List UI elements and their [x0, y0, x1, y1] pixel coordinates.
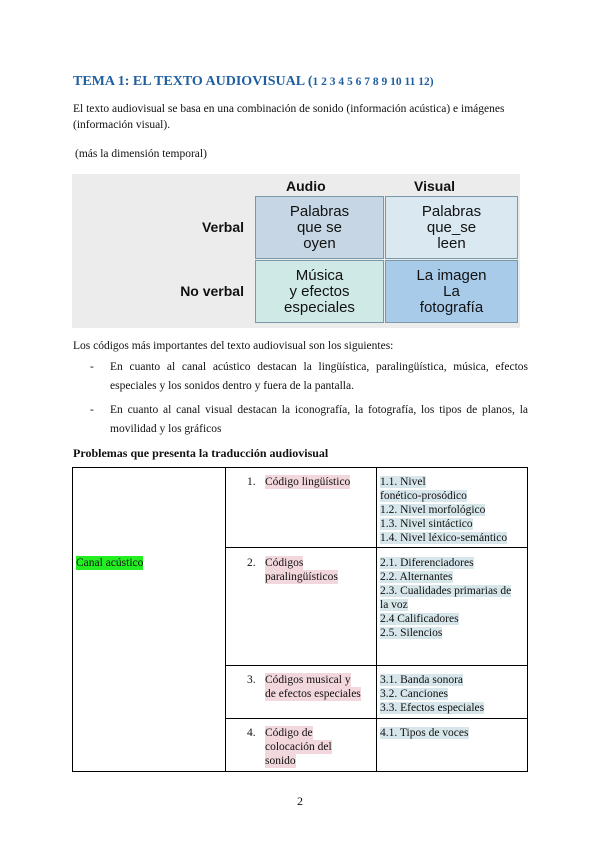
grid-row-noverbal: No verbal: [180, 283, 244, 299]
title-numbers: 1 2 3 4 5 6 7 8 9 10 11 12): [312, 76, 434, 88]
intro-note: (más la dimensión temporal): [75, 148, 207, 160]
subcodes-list: 3.1. Banda sonora 3.2. Canciones 3.3. Efectos especiales: [380, 674, 485, 714]
intro-paragraph: El texto audiovisual se basa en una combinación de sonido (información acústica) e imágenes (información visual).: [73, 103, 505, 131]
subcodes-list: 1.1. Nivel fonético-prosódico 1.2. Nivel morfológico 1.3. Nivel sintáctico 1.4. Nivel léxico-semántico: [380, 476, 508, 544]
grid-cell-noverbal-visual: La imagen La fotografía: [385, 260, 518, 323]
audio-visual-grid: [72, 174, 520, 328]
grid-cell-verbal-visual: Palabras que_se leen: [385, 196, 518, 259]
section-heading: Problemas que presenta la traducción audiovisual: [73, 446, 329, 460]
page-title: [73, 74, 434, 90]
codes-intro: Los códigos más importantes del texto audiovisual son los siguientes:: [73, 340, 394, 352]
channel-label: Canal acústico: [76, 557, 144, 569]
subcodes-list: 2.1. Diferenciadores 2.2. Alternantes 2.3. Cualidades primarias de la voz 2.4 Calificadores 2.5. Silencios: [380, 557, 512, 639]
grid-cell-noverbal-audio: Música y efectos especiales: [255, 260, 384, 323]
document-page: TEMA 1: EL TEXTO AUDIOVISUAL (1 2 3 4 5 6 7 8 9 10 11 12) El texto audiovisual se basa en una combinación de sonido (información acústica) e imágenes (información visual). (más la dimensión temporal) Audio Visual Verbal No verbal Palabras que se oyen Palabras que_se leen Música y efectos especiales La imagen La fotografía Los códigos más importantes del texto audiovisual son los siguientes: - En cuanto al canal acústico destacan la lingüística, paralingüística, música, efectos especiales y los sonidos dentro y fuera de la pantalla. - En cuanto al canal visual destacan la iconografía, la fotografía, los tipos de planos, la movilidad y los gráficos Problemas que presenta la traducción audiovisual 1. Código lingüístico 1.1. Nivel fonético-prosódico 1.2. Nivel morfológico 1.3. Nivel sintáctico 1.4. Nivel léxico-semántico 2. Códigos paralingüísticos 2.1. Diferenciadores 2.2. Alternantes 2.3. Cualidades primarias de la voz 2.4 Calificadores 2.5. Silencios 3. Códigos musical y de efectos especiales 3.1. Banda sonora 3.2. Canciones 3.3. Efectos especiales 4. Código de colocación del sonido 4.1. Tipos de voces Canal acústico 2: [0, 0, 600, 848]
grid-row-verbal: Verbal: [201, 219, 244, 235]
title-text: TEMA 1: EL TEXTO AUDIOVISUAL (: [73, 74, 313, 89]
page-number: 2: [297, 794, 303, 808]
problems-table: 1. Código lingüístico 1.1. Nivel fonético-prosódico 1.2. Nivel morfológico 1.3. Nivel sintáctico 1.4. Nivel léxico-semántico 2. Códigos paralingüísticos 2.1. Diferenciadores 2.2. Alternantes 2.3. Cualidades primarias de la voz 2.4 Calificadores 2.5. Silencios 3. Códigos musical y de efectos especiales 3.1. Banda sonora 3.2. Canciones 3.3. Efectos especiales 4. Código de colocación del sonido 4.1. Tipos de voces: [72, 467, 528, 772]
grid-header-visual: Visual: [414, 178, 455, 194]
subcodes-list: 4.1. Tipos de voces: [380, 727, 469, 739]
grid-cell-verbal-audio: Palabras que se oyen: [255, 196, 384, 259]
grid-header-audio: Audio: [286, 178, 326, 194]
